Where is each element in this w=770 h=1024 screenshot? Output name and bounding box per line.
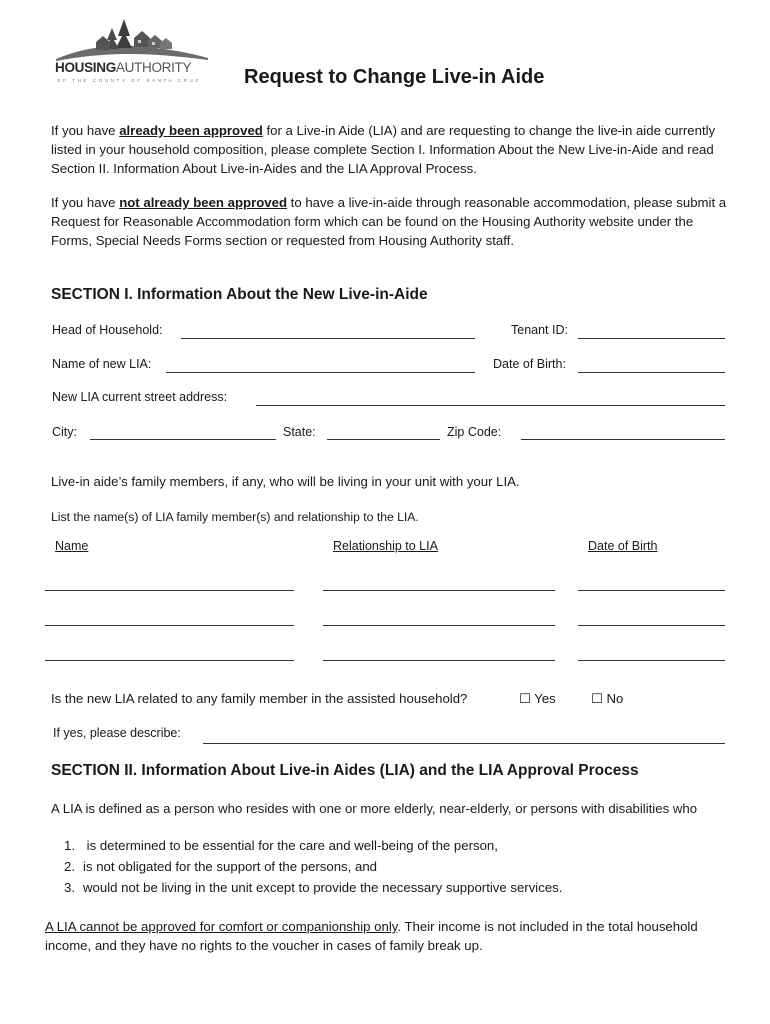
logo-subtitle: OF THE COUNTY OF SANTA CRUZ [57,78,201,83]
head-of-household-label: Head of Household: [52,323,163,337]
list-instruction: List the name(s) of LIA family member(s) and relationship to the LIA. [51,510,419,524]
state-field[interactable] [327,439,440,440]
head-of-household-field[interactable] [181,338,475,339]
column-header-name: Name [55,539,89,553]
list-item: 2. is not obligated for the support of the persons, and [64,859,377,874]
lia-definition: A LIA is defined as a person who resides with one or more elderly, near-elderly, or persons with disabilities who [51,801,698,816]
date-of-birth-label: Date of Birth: [493,357,566,371]
zip-field[interactable] [521,439,725,440]
column-header-relationship: Relationship to LIA [333,539,438,553]
column-header-dob: Date of Birth [588,539,658,553]
list-item: 1. is determined to be essential for the care and well-being of the person, [64,838,498,853]
family-name-field-3[interactable] [45,660,294,661]
lia-note: A LIA cannot be approved for comfort or companionship only. Their income is not included in the total household income, and they have no rights to the voucher in cases of family break up. [45,919,698,953]
if-yes-label: If yes, please describe: [53,726,181,740]
city-label: City: [52,425,77,439]
intro-paragraph-approved: If you have already been approved for a Live-in Aide (LIA) and are requesting to change the live-in aide currently listed in your household composition, please complete Section I. Information About the New Live-in-Aide and read Section II. Information About Live-in-Aides and the LIA Approval Process. [51,123,716,176]
lia-criteria-list [51,835,562,898]
family-relationship-field-2[interactable] [323,625,555,626]
housing-authority-logo [52,14,212,86]
street-address-field[interactable] [256,405,725,406]
name-new-lia-label: Name of new LIA: [52,357,152,371]
tenant-id-field[interactable] [578,338,725,339]
family-members-text: Live-in aide’s family members, if any, who will be living in your unit with your LIA. [51,474,520,489]
form-title: Request to Change Live-in Aide [244,66,545,88]
zip-label: Zip Code: [447,425,502,439]
related-no-checkbox[interactable]: ☐ No [591,691,624,706]
related-yes-checkbox[interactable]: ☐ Yes [519,691,556,706]
related-question: Is the new LIA related to any family member in the assisted household? [51,691,468,706]
list-item: 3. would not be living in the unit except to provide the necessary supportive services. [64,880,563,895]
state-label: State: [283,425,316,439]
logo-wordmark: HOUSINGAUTHORITY [55,60,192,75]
section-1-heading: SECTION I. Information About the New Live-in-Aide [51,286,428,303]
name-new-lia-field[interactable] [166,372,475,373]
if-yes-description-field[interactable] [203,743,725,744]
family-relationship-field-1[interactable] [323,590,555,591]
tenant-id-label: Tenant ID: [511,323,568,337]
date-of-birth-field[interactable] [578,372,725,373]
family-dob-field-3[interactable] [578,660,725,661]
street-address-label: New LIA current street address: [52,390,228,404]
city-field[interactable] [90,439,276,440]
family-dob-field-1[interactable] [578,590,725,591]
family-relationship-field-3[interactable] [323,660,555,661]
family-name-field-2[interactable] [45,625,294,626]
intro-paragraph-not-approved: If you have not already been approved to have a live-in-aide through reasonable accommodation, please submit a Request for Reasonable Accommodation form which can be found on the Housing Authority website under the Forms, Special Needs Forms section or requested from Housing Authority staff. [51,195,727,248]
family-name-field-1[interactable] [45,590,294,591]
section-2-heading: SECTION II. Information About Live-in Aides (LIA) and the LIA Approval Process [51,762,639,779]
family-dob-field-2[interactable] [578,625,725,626]
